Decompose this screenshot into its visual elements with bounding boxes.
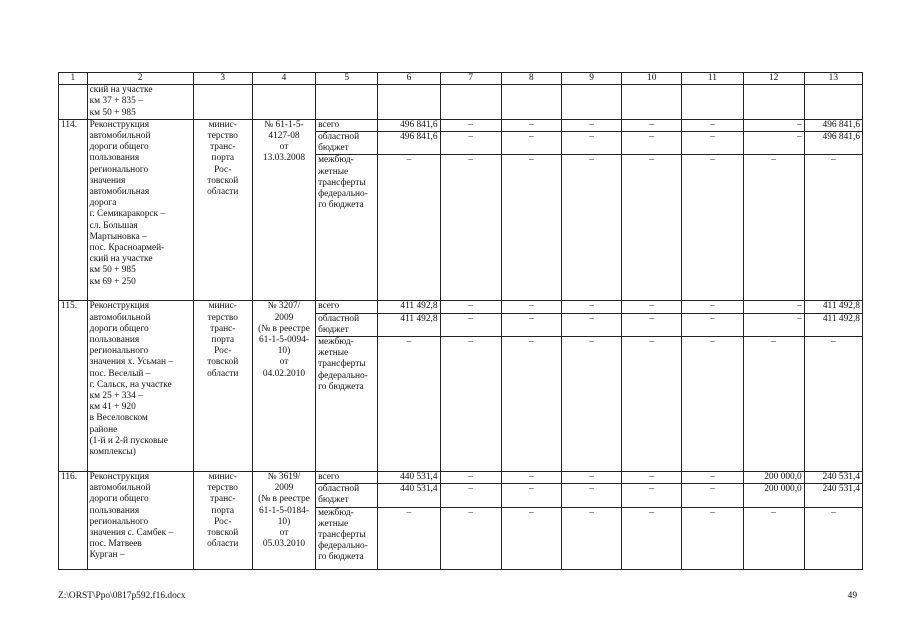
cell-value: 240 531,4 [804,472,862,484]
object-name: ский на участке км 37 + 835 – км 50 + 985 [87,85,193,120]
column-number: 6 [378,73,440,85]
cell-value: – [743,301,804,313]
cell-value: 496 841,6 [804,119,862,131]
cell-value: – [743,132,804,155]
cell-value: 440 531,4 [378,484,440,507]
cell-value: – [501,313,561,336]
cell-value: – [561,301,621,313]
cell-value: – [561,119,621,131]
cell-value: – [378,155,440,301]
cell-value: 496 841,6 [804,132,862,155]
cell-value: 411 492,8 [804,313,862,336]
customer: минис- терство транс- порта Рос- товской области [193,301,252,472]
column-number: 8 [501,73,561,85]
cell-value: 411 492,8 [804,301,862,313]
cell-value: – [561,313,621,336]
cell-value: – [501,132,561,155]
cell-value: – [682,155,743,301]
customer: минис- терство транс- порта Рос- товской области [193,119,252,301]
cell-value: – [682,507,743,569]
cell-value: – [743,155,804,301]
cell-value: – [440,313,501,336]
cell-value: – [561,132,621,155]
cell-value: – [622,301,682,313]
cell-value: – [501,484,561,507]
continuation-row [59,85,863,120]
record-number: 115. [59,301,88,472]
cell-value: – [501,155,561,301]
cell-value: – [561,484,621,507]
object-name: Реконструкция автомобильной дороги общего пользования регионального значения с. Самбек – пос. Матвеев Курган – [87,472,193,570]
budget-table [58,72,863,570]
cell-value: – [501,119,561,131]
record-number: 116. [59,472,88,570]
funding-source: областной бюджет [316,313,378,336]
cell-value: – [440,507,501,569]
funding-source: межбюд- жетные трансферты федерально- го бюджета [316,337,378,472]
cell-value: – [622,507,682,569]
column-number: 5 [316,73,378,85]
cell-value: 411 492,8 [378,301,440,313]
table-row [59,119,863,131]
cell-value: 411 492,8 [378,313,440,336]
cell-value: – [440,337,501,472]
table-row [59,301,863,313]
cell-value: – [440,484,501,507]
cell-value: 496 841,6 [378,132,440,155]
cell-value: – [622,313,682,336]
object-name: Реконструкция автомобильной дороги общего пользования регионального значения х. Усьман – пос. Веселый – г. Сальск, на участке км 25 + 334 – км 41 + 920 в Веселовском районе (1-й и 2-й пусковые комплексы) [87,301,193,472]
cell-value: – [622,337,682,472]
cell-value: – [622,155,682,301]
cell-value: – [501,337,561,472]
cell-value: – [501,472,561,484]
column-number: 11 [682,73,743,85]
page-number: 49 [847,591,857,601]
cell-value: – [501,301,561,313]
funding-source: всего [316,119,378,131]
cell-value: – [561,507,621,569]
cell-value: – [378,507,440,569]
cell-value: – [743,313,804,336]
cell-value: – [682,119,743,131]
column-number: 13 [804,73,862,85]
cell-value: – [682,484,743,507]
file-path-footer: Z:\ORST\Ppo\0817p592.f16.docx [58,591,186,601]
cell-value: – [743,119,804,131]
cell-value: – [561,155,621,301]
cell-value: – [682,313,743,336]
column-number: 1 [59,73,88,85]
cell-value: – [561,472,621,484]
cell-value: 440 531,4 [378,472,440,484]
cell-value: – [378,337,440,472]
cell-value: – [440,301,501,313]
cell-value: – [682,337,743,472]
funding-source: всего [316,472,378,484]
approval-document: № 61-1-5- 4127-08 от 13.03.2008 [252,119,315,301]
cell-value: – [804,155,862,301]
column-number: 2 [87,73,193,85]
cell-value: – [804,507,862,569]
cell-value: 496 841,6 [378,119,440,131]
column-number: 10 [622,73,682,85]
funding-source: межбюд- жетные трансферты федерально- го бюджета [316,155,378,301]
table-row [59,472,863,484]
column-number: 3 [193,73,252,85]
cell-value: – [622,119,682,131]
funding-source: областной бюджет [316,132,378,155]
cell-value: – [682,472,743,484]
cell-value: – [440,472,501,484]
funding-source: межбюд- жетные трансферты федерально- го бюджета [316,507,378,569]
column-number: 9 [561,73,621,85]
cell-value: – [501,507,561,569]
cell-value: – [743,507,804,569]
cell-value: – [561,337,621,472]
record-number: 114. [59,119,88,301]
cell-value: 200 000,0 [743,484,804,507]
cell-value: – [440,132,501,155]
cell-value: – [743,337,804,472]
column-number: 7 [440,73,501,85]
approval-document: № 3207/ 2009 (№ в реестре 61-1-5-0094- 10) от 04.02.2010 [252,301,315,472]
cell-value: – [440,119,501,131]
cell-value: – [440,155,501,301]
cell-value: – [682,132,743,155]
cell-value: – [804,337,862,472]
cell-value: 240 531,4 [804,484,862,507]
approval-document: № 3619/ 2009 (№ в реестре 61-1-5-0184- 10) от 05.03.2010 [252,472,315,570]
customer: минис- терство транс- порта Рос- товской области [193,472,252,570]
column-number: 12 [743,73,804,85]
column-number: 4 [252,73,315,85]
column-number-row [59,73,863,85]
cell-value: – [622,484,682,507]
object-name: Реконструкция автомобильной дороги общего пользования регионального значения автомобильная дорога г. Семикаракорск – сл. Большая Мартыновка – пос. Красноармей- ский на участке км 50 + 985 км 69 + 250 [87,119,193,301]
cell-value: – [622,472,682,484]
funding-source: всего [316,301,378,313]
cell-value: – [682,301,743,313]
cell-value: – [622,132,682,155]
funding-source: областной бюджет [316,484,378,507]
cell-value: 200 000,0 [743,472,804,484]
